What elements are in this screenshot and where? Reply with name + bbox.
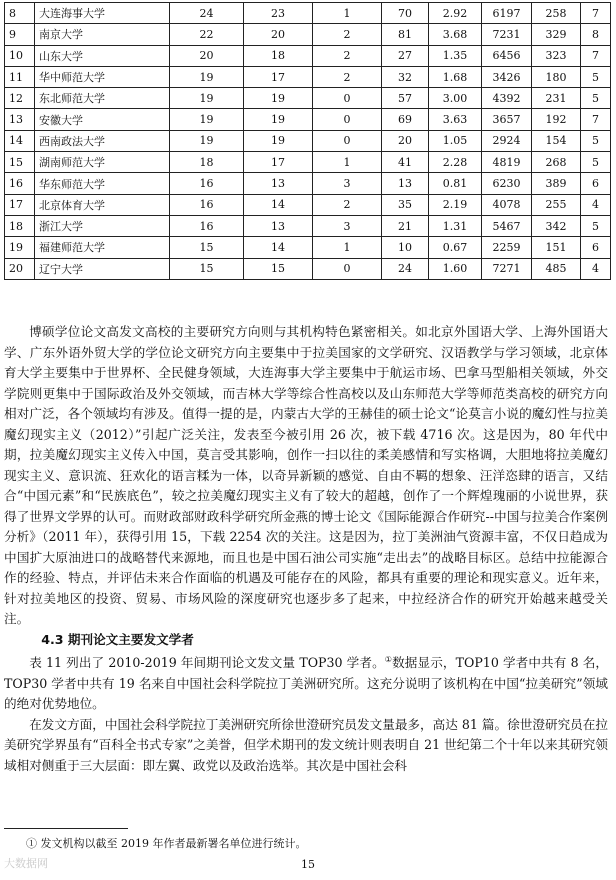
value-cell: 389 [532, 173, 581, 194]
value-cell: 485 [532, 258, 581, 279]
value-cell: 7 [581, 45, 611, 66]
paragraph: 在发文方面，中国社会科学院拉丁美洲研究所徐世澄研究员发文量最多，高达 81 篇。徐世澄研究员在拉美研究学界虽有“百科全书式专家”之美誉，但学术期刊的发文统计则表明自 21 世纪第二个十年以来其研究领域相对侧重于三大层面：即左翼、政党以及政治选举。其次是中国社会科 [4, 716, 608, 773]
value-cell: 17 [244, 66, 313, 87]
value-cell: 1.68 [429, 66, 482, 87]
value-cell: 18 [244, 45, 313, 66]
value-cell: 4 [581, 194, 611, 215]
value-cell: 180 [532, 66, 581, 87]
university-name-cell: 大连海事大学 [35, 3, 170, 24]
value-cell: 19 [170, 88, 244, 109]
university-name-cell: 浙江大学 [35, 215, 170, 236]
rank-cell: 15 [5, 152, 35, 173]
value-cell: 6 [581, 173, 611, 194]
university-name-cell: 西南政法大学 [35, 130, 170, 151]
value-cell: 3 [313, 173, 382, 194]
rank-cell: 19 [5, 237, 35, 258]
value-cell: 1.05 [429, 130, 482, 151]
value-cell: 2 [313, 194, 382, 215]
university-name-cell: 东北师范大学 [35, 88, 170, 109]
value-cell: 24 [170, 3, 244, 24]
value-cell: 2924 [482, 130, 532, 151]
table-row [5, 45, 611, 66]
value-cell: 5 [581, 215, 611, 236]
value-cell: 255 [532, 194, 581, 215]
value-cell: 4392 [482, 88, 532, 109]
table-body [5, 3, 611, 280]
value-cell: 7 [581, 109, 611, 130]
value-cell: 192 [532, 109, 581, 130]
value-cell: 15 [170, 258, 244, 279]
value-cell: 3.00 [429, 88, 482, 109]
value-cell: 5 [581, 130, 611, 151]
value-cell: 13 [382, 173, 429, 194]
footnote: ① 发文机构以截至 2019 年作者最新署名单位进行统计。 [26, 837, 307, 850]
value-cell: 3.68 [429, 24, 482, 45]
value-cell: 1.35 [429, 45, 482, 66]
value-cell: 3426 [482, 66, 532, 87]
university-name-cell: 安徽大学 [35, 109, 170, 130]
value-cell: 19 [244, 130, 313, 151]
value-cell: 6197 [482, 3, 532, 24]
university-name-cell: 辽宁大学 [35, 258, 170, 279]
rank-cell: 10 [5, 45, 35, 66]
body-text [4, 322, 608, 776]
table-row [5, 130, 611, 151]
value-cell: 4078 [482, 194, 532, 215]
value-cell: 2259 [482, 237, 532, 258]
value-cell: 154 [532, 130, 581, 151]
value-cell: 5 [581, 88, 611, 109]
value-cell: 329 [532, 24, 581, 45]
value-cell: 0.81 [429, 173, 482, 194]
value-cell: 14 [244, 237, 313, 258]
value-cell: 268 [532, 152, 581, 173]
value-cell: 22 [170, 24, 244, 45]
paragraph [4, 650, 608, 715]
university-name-cell: 湖南师范大学 [35, 152, 170, 173]
value-cell: 19 [170, 66, 244, 87]
value-cell: 2.92 [429, 3, 482, 24]
value-cell: 57 [382, 88, 429, 109]
value-cell: 14 [244, 194, 313, 215]
university-name-cell: 北京体育大学 [35, 194, 170, 215]
value-cell: 19 [244, 88, 313, 109]
table-row [5, 194, 611, 215]
watermark: 大数据网 [4, 857, 48, 870]
paragraph: 博硕学位论文高发文高校的主要研究方向则与其机构特色紧密相关。如北京外国语大学、上海外国语大学、广东外语外贸大学的学位论文研究方向主要集中于拉美国家的文学研究、汉语教学与学习领域，北京体育大学主要集中于世界杯、全民健身领域，大连海事大学主要集中于航运市场、巴拿马型船相关领域，外交学院则更集中于国际政治及外交领域，而吉林大学等综合性高校以及山东师范大学等师范类高校的研究方向相对广泛，各个领域均有涉及。值得一提的是，内蒙古大学的王赫佳的硕士论文“论莫言小说的魔幻性与拉美魔幻现实主义（2012）”引起广泛关注，发表至今被引用 26 次，被下载 4716 次。这是因为，80 年代中期，拉美魔幻现实主义传入中国，莫言受其影响，创作一扫以往的柔美感情和写实格调，大胆地将拉美魔幻现实主义、意识流、狂欢化的语言糅为一体，以奇异新颖的感觉、自由不羁的想象、汪洋恣肆的语言，又结合“中国元素”和“民族底色”，较之拉美魔幻现实主义有了较大的超越，创作了一个辉煌瑰丽的小说世界，获得了世界文学界的认可。而财政部财政科学研究所金燕的博士论文《国际能源合作研究--中国与拉美合作案例分析》（2011 年），获得引用 15，下载 2254 次的关注。这是因为，拉丁美洲油气资源丰富，不仅日趋成为中国扩大原油进口的战略替代来源地，而且也是中国石油公司实施“走出去”的战略目标区。总结中拉能源合作的经验、特点，并评估未来合作面临的机遇及可能存在的风险，都具有重要的理论和现实意义。近年来，针对拉美地区的投资、贸易、市场风险的深度研究也逐步多了起来，中拉经济合作的研究开始越来越受关注。 [4, 324, 608, 626]
value-cell: 1 [313, 152, 382, 173]
value-cell: 41 [382, 152, 429, 173]
value-cell: 1 [313, 237, 382, 258]
value-cell: 0.67 [429, 237, 482, 258]
value-cell: 5467 [482, 215, 532, 236]
footnote-marker[interactable]: ① [384, 655, 393, 664]
rank-cell: 8 [5, 3, 35, 24]
value-cell: 0 [313, 109, 382, 130]
value-cell: 16 [170, 215, 244, 236]
value-cell: 2 [313, 45, 382, 66]
value-cell: 1 [313, 3, 382, 24]
value-cell: 81 [382, 24, 429, 45]
table-row [5, 66, 611, 87]
value-cell: 0 [313, 88, 382, 109]
value-cell: 3657 [482, 109, 532, 130]
table-row [5, 24, 611, 45]
value-cell: 3 [313, 215, 382, 236]
value-cell: 2 [313, 24, 382, 45]
value-cell: 4819 [482, 152, 532, 173]
rank-cell: 13 [5, 109, 35, 130]
rank-cell: 18 [5, 215, 35, 236]
value-cell: 4 [581, 258, 611, 279]
value-cell: 24 [382, 258, 429, 279]
value-cell: 231 [532, 88, 581, 109]
value-cell: 2.19 [429, 194, 482, 215]
value-cell: 20 [170, 45, 244, 66]
paragraph-text: 数据显示，TOP10 学者中共有 8 名，TOP30 学者中共有 19 名来自中国社会科学院拉丁美洲研究所。这充分说明了该机构在中国“拉美研究”领域的绝对优势地位。 [4, 655, 609, 712]
university-name-cell: 华中师范大学 [35, 66, 170, 87]
value-cell: 19 [170, 130, 244, 151]
value-cell: 5 [581, 66, 611, 87]
value-cell: 15 [170, 237, 244, 258]
value-cell: 20 [382, 130, 429, 151]
value-cell: 16 [170, 194, 244, 215]
table-row [5, 215, 611, 236]
value-cell: 69 [382, 109, 429, 130]
university-ranking-table [4, 2, 611, 280]
value-cell: 20 [244, 24, 313, 45]
rank-cell: 11 [5, 66, 35, 87]
rank-cell: 12 [5, 88, 35, 109]
section-heading: 4.3 期刊论文主要发文学者 [41, 631, 194, 647]
value-cell: 18 [170, 152, 244, 173]
value-cell: 16 [170, 173, 244, 194]
value-cell: 19 [170, 109, 244, 130]
university-name-cell: 华东师范大学 [35, 173, 170, 194]
university-name-cell: 山东大学 [35, 45, 170, 66]
table-row [5, 258, 611, 279]
rank-cell: 14 [5, 130, 35, 151]
table-row [5, 88, 611, 109]
value-cell: 6 [581, 237, 611, 258]
value-cell: 2.28 [429, 152, 482, 173]
value-cell: 7271 [482, 258, 532, 279]
value-cell: 8 [581, 24, 611, 45]
value-cell: 0 [313, 130, 382, 151]
value-cell: 6230 [482, 173, 532, 194]
value-cell: 0 [313, 258, 382, 279]
value-cell: 5 [581, 152, 611, 173]
rank-cell: 20 [5, 258, 35, 279]
value-cell: 6456 [482, 45, 532, 66]
table-row [5, 152, 611, 173]
value-cell: 17 [244, 152, 313, 173]
value-cell: 3.63 [429, 109, 482, 130]
page-number: 15 [301, 858, 315, 871]
value-cell: 7231 [482, 24, 532, 45]
value-cell: 27 [382, 45, 429, 66]
university-name-cell: 南京大学 [35, 24, 170, 45]
value-cell: 151 [532, 237, 581, 258]
value-cell: 23 [244, 3, 313, 24]
university-name-cell: 福建师范大学 [35, 237, 170, 258]
value-cell: 13 [244, 215, 313, 236]
table-row [5, 173, 611, 194]
value-cell: 10 [382, 237, 429, 258]
value-cell: 342 [532, 215, 581, 236]
value-cell: 15 [244, 258, 313, 279]
value-cell: 70 [382, 3, 429, 24]
table-row [5, 3, 611, 24]
table-row [5, 237, 611, 258]
table-row [5, 109, 611, 130]
value-cell: 2 [313, 66, 382, 87]
value-cell: 1.31 [429, 215, 482, 236]
rank-cell: 17 [5, 194, 35, 215]
value-cell: 323 [532, 45, 581, 66]
value-cell: 32 [382, 66, 429, 87]
value-cell: 1.60 [429, 258, 482, 279]
value-cell: 21 [382, 215, 429, 236]
rank-cell: 9 [5, 24, 35, 45]
value-cell: 19 [244, 109, 313, 130]
value-cell: 35 [382, 194, 429, 215]
rank-cell: 16 [5, 173, 35, 194]
footnote-divider [4, 828, 128, 829]
value-cell: 13 [244, 173, 313, 194]
value-cell: 7 [581, 3, 611, 24]
paragraph-text: 表 11 列出了 2010-2019 年间期刊论文发文量 TOP30 学者。 [29, 655, 385, 671]
value-cell: 258 [532, 3, 581, 24]
